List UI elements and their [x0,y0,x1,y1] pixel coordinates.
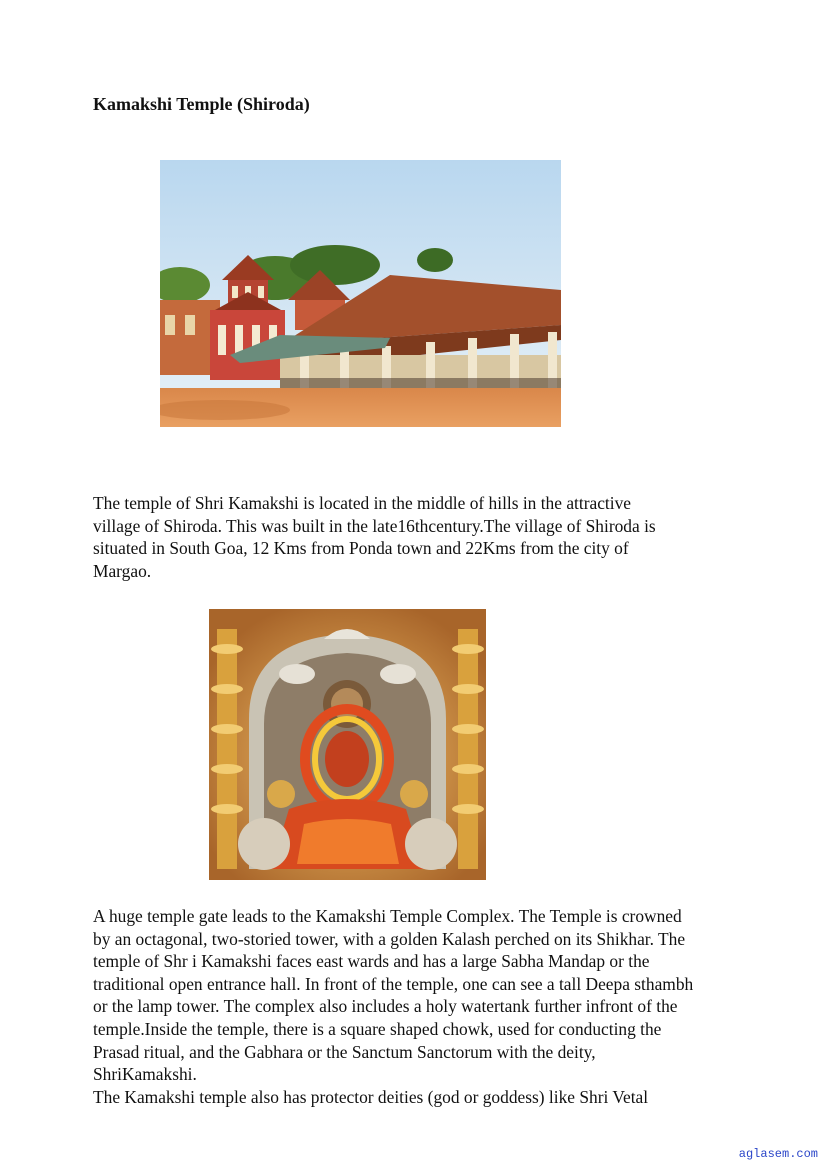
paragraph-line: temple.Inside the temple, there is a square shaped chowk, used for conducting the [93,1018,662,1039]
paragraph-line: situated in South Goa, 12 Kms from Ponda town and 22Kms from the city of [93,538,629,559]
paragraph-line: ShriKamakshi. [93,1064,197,1085]
paragraph-line: temple of Shr i Kamakshi faces east wards and has a large Sabha Mandap or the [93,951,650,972]
page-title: Kamakshi Temple (Shiroda) [93,94,310,114]
paragraph-line: Prasad ritual, and the Gabhara or the Sanctum Sanctorum with the deity, [93,1041,596,1062]
description-paragraph [93,905,773,1108]
intro-paragraph [93,492,773,582]
paragraph-line: village of Shiroda. This was built in the late16thcentury.The village of Shiroda is [93,515,656,536]
paragraph-line: or the lamp tower. The complex also includes a holy watertank further infront of the [93,996,678,1017]
paragraph-line: The Kamakshi temple also has protector deities (god or goddess) like Shri Vetal [93,1086,649,1107]
paragraph-line: Margao. [93,560,152,581]
deity-photo [209,609,486,880]
paragraph-line: by an octagonal, two-storied tower, with a golden Kalash perched on its Shikhar. The [93,928,686,949]
temple-exterior-photo [160,160,561,427]
paragraph-line: The temple of Shri Kamakshi is located in the middle of hills in the attractive [93,493,632,513]
paragraph-line: A huge temple gate leads to the Kamakshi Temple Complex. The Temple is crowned [93,906,682,926]
footer-watermark: aglasem.com [738,1147,818,1161]
paragraph-line: traditional open entrance hall. In front of the temple, one can see a tall Deepa sthambh [93,973,694,994]
